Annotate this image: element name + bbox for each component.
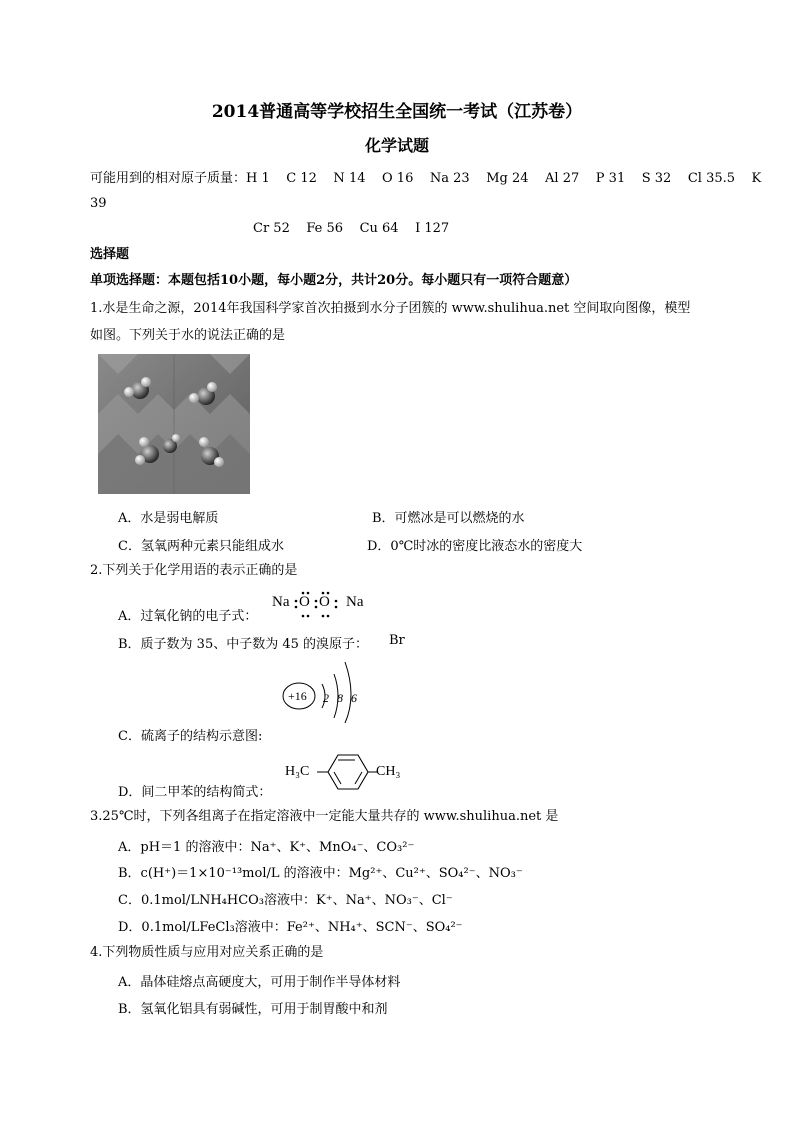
methyl-right: CH₃: [376, 764, 401, 779]
q3-text: 3.25℃时，下列各组离子在指定溶液中一定能大量共存的 www.shulihua.net 是: [90, 809, 559, 824]
nucleus-charge: +16: [288, 689, 307, 703]
q4-text: 4.下列物质性质与应用对应关系正确的是: [90, 945, 324, 960]
q3-option-c: C．0.1mol/LNH₄HCO₃溶液中：K⁺、Na⁺、NO₃⁻、Cl⁻: [118, 893, 453, 908]
q2-option-c: C．硫离子的结构示意图:: [118, 729, 263, 744]
shell-2: 8: [337, 691, 343, 705]
atomic-masses-wrap: 39: [90, 196, 107, 211]
q2-option-b: B．质子数为 35、中子数为 45 的溴原子：: [118, 637, 369, 652]
q1-option-d: D．0℃时冰的密度比液态水的密度大: [367, 539, 583, 554]
section-title: 选择题: [90, 247, 130, 262]
q4-option-b: B．氢氧化铝具有弱碱性，可用于制胃酸中和剂: [118, 1002, 388, 1017]
methyl-left: H₃C: [285, 764, 310, 779]
shell-3: 6: [351, 691, 357, 705]
q1-text-line2: 如图。下列关于水的说法正确的是: [90, 328, 286, 343]
exam-title: 2014普通高等学校招生全国统一考试（江苏卷）: [211, 102, 583, 122]
q1-option-a: A．水是弱电解质: [118, 511, 219, 526]
atomic-masses-line2: Cr 52 Fe 56 Cu 64 I 127: [253, 221, 450, 236]
q2-option-d: D．间二甲苯的结构简式：: [118, 785, 272, 800]
atomic-masses-line1: [90, 170, 761, 188]
q1-option-b: B．可燃冰是可以燃烧的水: [372, 511, 525, 526]
shell-1: 2: [323, 691, 329, 705]
q3-option-a: A．pH＝1 的溶液中：Na⁺、K⁺、MnO₄⁻、CO₃²⁻: [118, 840, 415, 855]
q2-text: 2.下列关于化学用语的表示正确的是: [90, 563, 298, 578]
na-left: Na: [272, 594, 290, 610]
na-right: Na: [346, 594, 364, 610]
atomic-masses-values: H 1 C 12 N 14 O 16 Na 23 Mg 24 Al 27 P 31 S 32 Cl 35.5 K: [246, 171, 762, 186]
oxygen-2: O: [319, 594, 330, 610]
q2-option-a: A．过氧化钠的电子式：: [118, 609, 258, 624]
q3-option-b: B．c(H⁺)＝1×10⁻¹³mol/L 的溶液中：Mg²⁺、Cu²⁺、SO₄²⁻、NO₃⁻: [118, 866, 523, 881]
q1-option-c: C．氢氧两种元素只能组成水: [118, 539, 284, 554]
section-instruction: 单项选择题：本题包括10小题，每小题2分，共计20分。每小题只有一项符合题意）: [90, 273, 578, 288]
benzene-ring: [314, 752, 384, 796]
atomic-masses-label: 可能用到的相对原子质量：: [90, 171, 247, 186]
q1-text-line1: 1.水是生命之源，2014年我国科学家首次拍摄到水分子团簇的 www.shulihua.net 空间取向图像，模型: [90, 301, 691, 316]
bromine-symbol: Br: [389, 633, 405, 648]
sodium-peroxide-formula: [272, 594, 290, 611]
water-cluster-image: [98, 354, 250, 494]
exam-subtitle: 化学试题: [364, 136, 429, 155]
q4-option-a: A．晶体硅熔点高硬度大，可用于制作半导体材料: [118, 975, 401, 990]
q3-option-d: D．0.1mol/LFeCl₃溶液中：Fe²⁺、NH₄⁺、SCN⁻、SO₄²⁻: [118, 920, 463, 935]
oxygen-1: O: [299, 594, 310, 610]
